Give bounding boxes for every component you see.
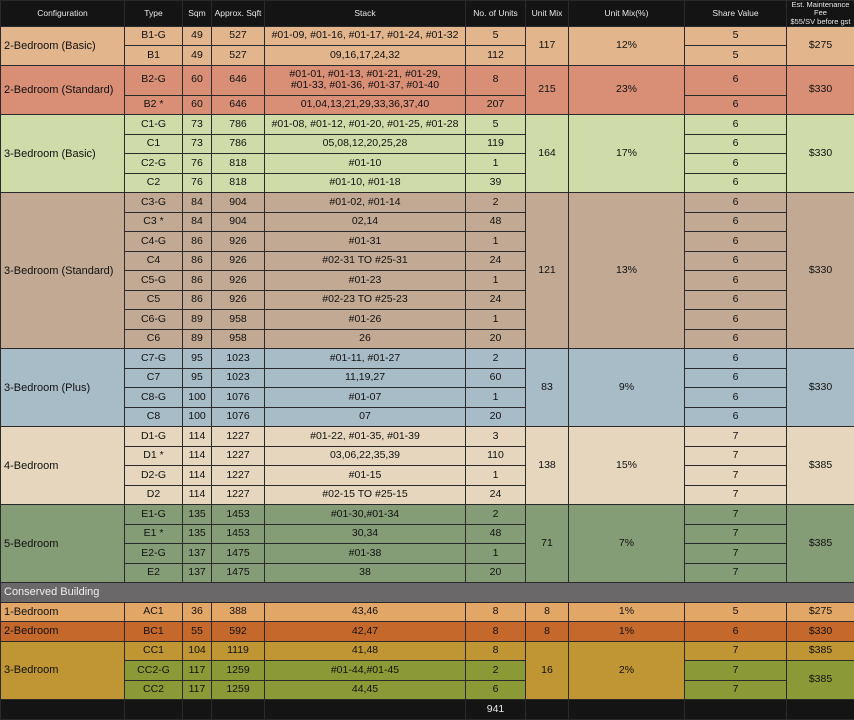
type-cell: C5-G xyxy=(125,271,183,291)
col-sqm: Sqm xyxy=(183,1,212,27)
sqft-cell: 1259 xyxy=(212,680,265,700)
unit-mix-pct-cell: 9% xyxy=(569,349,685,427)
share-value-cell: 7 xyxy=(685,544,787,564)
unit-mix-cell: 83 xyxy=(526,349,569,427)
units-cell: 39 xyxy=(466,173,526,193)
configuration-cell: 2-Bedroom xyxy=(1,622,125,642)
share-value-cell: 7 xyxy=(685,661,787,681)
stack-cell: 05,08,12,20,25,28 xyxy=(265,134,466,154)
units-cell: 2 xyxy=(466,349,526,369)
sqft-cell: 1023 xyxy=(212,368,265,388)
share-value-cell: 6 xyxy=(685,329,787,349)
share-value-cell: 6 xyxy=(685,173,787,193)
type-cell: B1 xyxy=(125,46,183,66)
sqft-cell: 646 xyxy=(212,65,265,95)
sqft-cell: 1076 xyxy=(212,407,265,427)
table-row xyxy=(1,329,854,349)
units-cell: 1 xyxy=(466,154,526,174)
type-cell: CC2-G xyxy=(125,661,183,681)
sqft-cell: 958 xyxy=(212,310,265,330)
sqm-cell: 135 xyxy=(183,524,212,544)
units-cell: 2 xyxy=(466,505,526,525)
conserved-building-row xyxy=(1,583,854,603)
units-cell: 110 xyxy=(466,446,526,466)
table-row xyxy=(1,505,854,525)
configuration-cell: 3-Bedroom (Basic) xyxy=(1,115,125,193)
type-cell: B2-G xyxy=(125,65,183,95)
sqft-cell: 1475 xyxy=(212,544,265,564)
sqm-cell: 117 xyxy=(183,680,212,700)
units-cell: 119 xyxy=(466,134,526,154)
sqft-cell: 1227 xyxy=(212,446,265,466)
unit-mix-cell: 8 xyxy=(526,622,569,642)
share-value-cell: 6 xyxy=(685,622,787,642)
type-cell: D1 * xyxy=(125,446,183,466)
share-value-cell: 6 xyxy=(685,368,787,388)
table-row xyxy=(1,602,854,622)
units-cell: 2 xyxy=(466,661,526,681)
table-body xyxy=(1,26,854,719)
sqft-cell: 1227 xyxy=(212,485,265,505)
table-row xyxy=(1,271,854,291)
stack-cell: #01-31 xyxy=(265,232,466,252)
sqft-cell: 1023 xyxy=(212,349,265,369)
stack-cell: 03,06,22,35,39 xyxy=(265,446,466,466)
sqm-cell: 117 xyxy=(183,661,212,681)
maintenance-fee-cell: $330 xyxy=(787,349,854,427)
stack-cell: 30,34 xyxy=(265,524,466,544)
sqm-cell: 137 xyxy=(183,563,212,583)
type-cell: D2-G xyxy=(125,466,183,486)
share-value-cell: 7 xyxy=(685,505,787,525)
sqft-cell: 1475 xyxy=(212,563,265,583)
stack-cell: 09,16,17,24,32 xyxy=(265,46,466,66)
unit-mix-cell: 121 xyxy=(526,193,569,349)
stack-cell: #02-15 TO #25-15 xyxy=(265,485,466,505)
sqm-cell: 60 xyxy=(183,65,212,95)
sqm-cell: 114 xyxy=(183,446,212,466)
sqft-cell: 1119 xyxy=(212,641,265,661)
table-row xyxy=(1,193,854,213)
share-value-cell: 7 xyxy=(685,446,787,466)
units-cell: 1 xyxy=(466,232,526,252)
table-row xyxy=(1,349,854,369)
sqft-cell: 926 xyxy=(212,290,265,310)
sqm-cell: 100 xyxy=(183,388,212,408)
sqm-cell: 95 xyxy=(183,368,212,388)
total-empty-cell xyxy=(183,700,212,720)
sqft-cell: 904 xyxy=(212,193,265,213)
type-cell: C1 xyxy=(125,134,183,154)
maintenance-fee-cell: $385 xyxy=(787,641,854,661)
stack-cell: #01-10, #01-18 xyxy=(265,173,466,193)
type-cell: C4 xyxy=(125,251,183,271)
maintenance-fee-cell: $275 xyxy=(787,26,854,65)
col-unit-mix: Unit Mix xyxy=(526,1,569,27)
configuration-cell: 3-Bedroom (Standard) xyxy=(1,193,125,349)
share-value-cell: 7 xyxy=(685,524,787,544)
stack-cell: #01-22, #01-35, #01-39 xyxy=(265,427,466,447)
table-row xyxy=(1,544,854,564)
sqft-cell: 527 xyxy=(212,46,265,66)
sqft-cell: 958 xyxy=(212,329,265,349)
type-cell: AC1 xyxy=(125,602,183,622)
col-sqft: Approx. Sqft xyxy=(212,1,265,27)
maintenance-fee-cell: $330 xyxy=(787,65,854,115)
table-row xyxy=(1,622,854,642)
share-value-cell: 6 xyxy=(685,193,787,213)
sqm-cell: 36 xyxy=(183,602,212,622)
table-row xyxy=(1,154,854,174)
type-cell: CC2 xyxy=(125,680,183,700)
type-cell: E1 * xyxy=(125,524,183,544)
sqm-cell: 49 xyxy=(183,46,212,66)
maintenance-fee-cell: $385 xyxy=(787,505,854,583)
units-cell: 24 xyxy=(466,251,526,271)
stack-cell: 11,19,27 xyxy=(265,368,466,388)
sqft-cell: 926 xyxy=(212,271,265,291)
type-cell: B2 * xyxy=(125,95,183,115)
col-type: Type xyxy=(125,1,183,27)
unit-mix-pct-cell: 15% xyxy=(569,427,685,505)
configuration-cell: 1-Bedroom xyxy=(1,602,125,622)
stack-cell: 26 xyxy=(265,329,466,349)
units-cell: 20 xyxy=(466,563,526,583)
share-value-cell: 6 xyxy=(685,310,787,330)
share-value-cell: 7 xyxy=(685,485,787,505)
table-row xyxy=(1,290,854,310)
share-value-cell: 7 xyxy=(685,641,787,661)
header-row xyxy=(1,1,854,27)
sqm-cell: 76 xyxy=(183,173,212,193)
maintenance-fee-cell: $330 xyxy=(787,193,854,349)
total-empty-cell xyxy=(265,700,466,720)
col-units: No. of Units xyxy=(466,1,526,27)
units-cell: 5 xyxy=(466,115,526,135)
sqm-cell: 55 xyxy=(183,622,212,642)
unit-mix-pct-cell: 1% xyxy=(569,602,685,622)
unit-mix-pct-cell: 1% xyxy=(569,622,685,642)
unit-mix-cell: 117 xyxy=(526,26,569,65)
type-cell: C8 xyxy=(125,407,183,427)
table-row xyxy=(1,641,854,661)
table-row xyxy=(1,310,854,330)
sqm-cell: 89 xyxy=(183,310,212,330)
stack-cell: 38 xyxy=(265,563,466,583)
sqft-cell: 388 xyxy=(212,602,265,622)
units-cell: 48 xyxy=(466,524,526,544)
stack-cell: #01-11, #01-27 xyxy=(265,349,466,369)
type-cell: C6 xyxy=(125,329,183,349)
stack-cell: #01-38 xyxy=(265,544,466,564)
table-row xyxy=(1,407,854,427)
table-row xyxy=(1,466,854,486)
total-row xyxy=(1,700,854,720)
col-configuration: Configuration xyxy=(1,1,125,27)
units-cell: 8 xyxy=(466,602,526,622)
share-value-cell: 7 xyxy=(685,563,787,583)
maintenance-fee-cell: $275 xyxy=(787,602,854,622)
units-cell: 3 xyxy=(466,427,526,447)
type-cell: C6-G xyxy=(125,310,183,330)
stack-cell: #01-30,#01-34 xyxy=(265,505,466,525)
type-cell: C1-G xyxy=(125,115,183,135)
units-cell: 1 xyxy=(466,271,526,291)
col-maintenance-fee: Est. Maintenance Fee $55/SV before gst xyxy=(787,1,854,27)
unit-mix-pct-cell: 13% xyxy=(569,193,685,349)
sqm-cell: 86 xyxy=(183,290,212,310)
stack-cell: #01-08, #01-12, #01-20, #01-25, #01-28 xyxy=(265,115,466,135)
configuration-cell: 4-Bedroom xyxy=(1,427,125,505)
units-cell: 5 xyxy=(466,26,526,46)
sqft-cell: 1453 xyxy=(212,505,265,525)
configuration-cell: 2-Bedroom (Standard) xyxy=(1,65,125,115)
table-row xyxy=(1,212,854,232)
maintenance-fee-cell: $385 xyxy=(787,427,854,505)
unit-mix-cell: 8 xyxy=(526,602,569,622)
sqm-cell: 114 xyxy=(183,427,212,447)
configuration-cell: 2-Bedroom (Basic) xyxy=(1,26,125,65)
type-cell: C7-G xyxy=(125,349,183,369)
share-value-cell: 6 xyxy=(685,407,787,427)
units-cell: 48 xyxy=(466,212,526,232)
share-value-cell: 6 xyxy=(685,154,787,174)
col-share-value: Share Value xyxy=(685,1,787,27)
table-row xyxy=(1,446,854,466)
sqft-cell: 646 xyxy=(212,95,265,115)
table-row xyxy=(1,680,854,700)
share-value-cell: 7 xyxy=(685,427,787,447)
share-value-cell: 5 xyxy=(685,26,787,46)
share-value-cell: 6 xyxy=(685,212,787,232)
sqft-cell: 527 xyxy=(212,26,265,46)
table-row xyxy=(1,661,854,681)
stack-cell: 44,45 xyxy=(265,680,466,700)
sqft-cell: 1259 xyxy=(212,661,265,681)
sqft-cell: 786 xyxy=(212,115,265,135)
units-cell: 60 xyxy=(466,368,526,388)
configuration-cell: 3-Bedroom (Plus) xyxy=(1,349,125,427)
type-cell: D1-G xyxy=(125,427,183,447)
stack-cell: 02,14 xyxy=(265,212,466,232)
sqft-cell: 904 xyxy=(212,212,265,232)
sqm-cell: 86 xyxy=(183,271,212,291)
stack-cell: 07 xyxy=(265,407,466,427)
table-row xyxy=(1,232,854,252)
unit-mix-cell: 71 xyxy=(526,505,569,583)
share-value-cell: 6 xyxy=(685,271,787,291)
units-cell: 8 xyxy=(466,622,526,642)
share-value-cell: 6 xyxy=(685,95,787,115)
units-cell: 112 xyxy=(466,46,526,66)
type-cell: C4-G xyxy=(125,232,183,252)
type-cell: B1-G xyxy=(125,26,183,46)
units-cell: 2 xyxy=(466,193,526,213)
share-value-cell: 7 xyxy=(685,466,787,486)
stack-cell: 41,48 xyxy=(265,641,466,661)
sqm-cell: 114 xyxy=(183,485,212,505)
stack-cell: #01-09, #01-16, #01-17, #01-24, #01-32 xyxy=(265,26,466,46)
unit-mix-pct-cell: 2% xyxy=(569,641,685,700)
type-cell: E2 xyxy=(125,563,183,583)
configuration-cell: 5-Bedroom xyxy=(1,505,125,583)
units-cell: 1 xyxy=(466,466,526,486)
total-empty-cell xyxy=(212,700,265,720)
col-unit-mix-pct: Unit Mix(%) xyxy=(569,1,685,27)
sqm-cell: 86 xyxy=(183,232,212,252)
sqft-cell: 926 xyxy=(212,251,265,271)
maintenance-fee-cell: $330 xyxy=(787,622,854,642)
table-row xyxy=(1,251,854,271)
stack-cell: #01-15 xyxy=(265,466,466,486)
type-cell: E2-G xyxy=(125,544,183,564)
unit-mix-cell: 16 xyxy=(526,641,569,700)
stack-line: #01-01, #01-13, #01-21, #01-29, xyxy=(267,69,463,81)
units-cell: 8 xyxy=(466,65,526,95)
stack-cell: #01-23 xyxy=(265,271,466,291)
table-row xyxy=(1,26,854,46)
units-cell: 1 xyxy=(466,544,526,564)
unit-mix-cell: 138 xyxy=(526,427,569,505)
share-value-cell: 5 xyxy=(685,602,787,622)
stack-cell: #01-02, #01-14 xyxy=(265,193,466,213)
stack-line: #01-33, #01-36, #01-37, #01-40 xyxy=(267,80,463,92)
stack-cell: 42,47 xyxy=(265,622,466,642)
share-value-cell: 6 xyxy=(685,232,787,252)
type-cell: C5 xyxy=(125,290,183,310)
sqft-cell: 1453 xyxy=(212,524,265,544)
stack-cell: 01,04,13,21,29,33,36,37,40 xyxy=(265,95,466,115)
col-stack: Stack xyxy=(265,1,466,27)
total-empty-cell xyxy=(125,700,183,720)
sqft-cell: 592 xyxy=(212,622,265,642)
stack-cell: #01-44,#01-45 xyxy=(265,661,466,681)
table-row xyxy=(1,95,854,115)
unit-mix-pct-cell: 17% xyxy=(569,115,685,193)
table-row xyxy=(1,173,854,193)
type-cell: C2 xyxy=(125,173,183,193)
stack-cell: #02-23 TO #25-23 xyxy=(265,290,466,310)
units-cell: 20 xyxy=(466,329,526,349)
unit-mix-cell: 215 xyxy=(526,65,569,115)
table-row xyxy=(1,563,854,583)
share-value-cell: 6 xyxy=(685,290,787,310)
table-row xyxy=(1,368,854,388)
sqm-cell: 100 xyxy=(183,407,212,427)
sqft-cell: 818 xyxy=(212,154,265,174)
type-cell: CC1 xyxy=(125,641,183,661)
units-cell: 20 xyxy=(466,407,526,427)
units-cell: 24 xyxy=(466,290,526,310)
unit-mix-pct-cell: 23% xyxy=(569,65,685,115)
sqm-cell: 114 xyxy=(183,466,212,486)
type-cell: C2-G xyxy=(125,154,183,174)
sqm-cell: 60 xyxy=(183,95,212,115)
conserved-building-label: Conserved Building xyxy=(1,583,854,603)
type-cell: C7 xyxy=(125,368,183,388)
type-cell: C3 * xyxy=(125,212,183,232)
table-row xyxy=(1,65,854,95)
sqm-cell: 104 xyxy=(183,641,212,661)
sqm-cell: 84 xyxy=(183,212,212,232)
share-value-cell: 5 xyxy=(685,46,787,66)
sqm-cell: 86 xyxy=(183,251,212,271)
table-row xyxy=(1,134,854,154)
type-cell: C3-G xyxy=(125,193,183,213)
type-cell: BC1 xyxy=(125,622,183,642)
sqft-cell: 786 xyxy=(212,134,265,154)
type-cell: D2 xyxy=(125,485,183,505)
share-value-cell: 7 xyxy=(685,680,787,700)
sqft-cell: 1227 xyxy=(212,427,265,447)
total-empty-cell xyxy=(569,700,685,720)
units-cell: 1 xyxy=(466,388,526,408)
units-cell: 1 xyxy=(466,310,526,330)
sqft-cell: 1076 xyxy=(212,388,265,408)
sqm-cell: 137 xyxy=(183,544,212,564)
stack-cell: #01-07 xyxy=(265,388,466,408)
type-cell: E1-G xyxy=(125,505,183,525)
sqm-cell: 89 xyxy=(183,329,212,349)
maintenance-fee-cell: $385 xyxy=(787,661,854,700)
stack-cell: 43,46 xyxy=(265,602,466,622)
sqm-cell: 84 xyxy=(183,193,212,213)
table-row xyxy=(1,524,854,544)
table-row xyxy=(1,485,854,505)
sqm-cell: 73 xyxy=(183,134,212,154)
total-empty-cell xyxy=(685,700,787,720)
stack-cell xyxy=(265,65,466,95)
sqm-cell: 135 xyxy=(183,505,212,525)
units-cell: 207 xyxy=(466,95,526,115)
total-empty-cell xyxy=(526,700,569,720)
share-value-cell: 6 xyxy=(685,349,787,369)
sqft-cell: 926 xyxy=(212,232,265,252)
unit-mix-pct-cell: 7% xyxy=(569,505,685,583)
configuration-cell: 3-Bedroom xyxy=(1,641,125,700)
sqm-cell: 95 xyxy=(183,349,212,369)
units-cell: 6 xyxy=(466,680,526,700)
table-row xyxy=(1,427,854,447)
unit-mix-pct-cell: 12% xyxy=(569,26,685,65)
sqft-cell: 818 xyxy=(212,173,265,193)
sqm-cell: 73 xyxy=(183,115,212,135)
sqft-cell: 1227 xyxy=(212,466,265,486)
units-cell: 8 xyxy=(466,641,526,661)
share-value-cell: 6 xyxy=(685,388,787,408)
stack-cell: #01-10 xyxy=(265,154,466,174)
share-value-cell: 6 xyxy=(685,134,787,154)
table-row xyxy=(1,115,854,135)
total-empty-cell xyxy=(787,700,854,720)
share-value-cell: 6 xyxy=(685,65,787,95)
stack-cell: #02-31 TO #25-31 xyxy=(265,251,466,271)
table-row xyxy=(1,46,854,66)
stack-cell: #01-26 xyxy=(265,310,466,330)
maintenance-fee-cell: $330 xyxy=(787,115,854,193)
unit-mix-cell: 164 xyxy=(526,115,569,193)
sqm-cell: 76 xyxy=(183,154,212,174)
type-cell: C8-G xyxy=(125,388,183,408)
total-empty-cell xyxy=(1,700,125,720)
share-value-cell: 6 xyxy=(685,115,787,135)
total-units-cell: 941 xyxy=(466,700,526,720)
share-value-cell: 6 xyxy=(685,251,787,271)
units-cell: 24 xyxy=(466,485,526,505)
table-row xyxy=(1,388,854,408)
sqm-cell: 49 xyxy=(183,26,212,46)
